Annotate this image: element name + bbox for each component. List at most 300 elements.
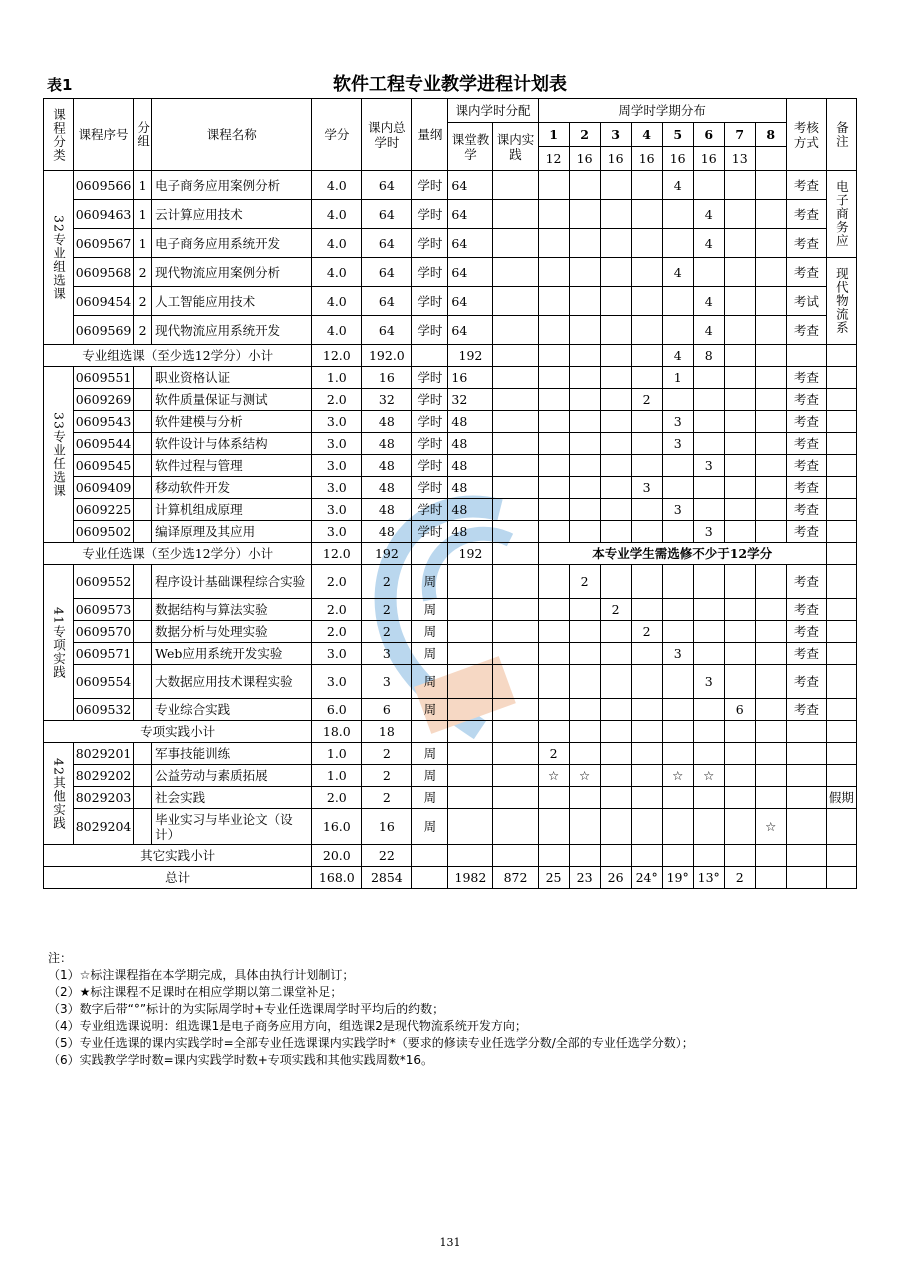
practice-hours: [493, 287, 538, 316]
semester-cell: [538, 287, 569, 316]
subtotal-practice: [493, 543, 538, 565]
table-row: [44, 599, 857, 621]
semester-cell: [569, 787, 600, 809]
semester-weeks: 16: [569, 147, 600, 171]
semester-cell: [600, 565, 631, 599]
total-hours: 16: [362, 367, 412, 389]
semester-cell: [724, 316, 755, 345]
semester-cell: 8: [693, 345, 724, 367]
lecture-hours: 64: [448, 171, 493, 200]
credit: 4.0: [312, 287, 362, 316]
table-row: [44, 171, 857, 200]
note-item: （1）☆标注课程指在本学期完成，具体由执行计划制订；: [48, 968, 355, 982]
semester-cell: ☆: [662, 765, 693, 787]
table-row: [44, 621, 857, 643]
semester-cell: [631, 599, 662, 621]
lecture-hours: 48: [448, 433, 493, 455]
semester-cell: 4: [662, 345, 693, 367]
col-practice: 课内实践: [493, 123, 538, 171]
semester-cell: [631, 411, 662, 433]
col-name: 课程名称: [152, 99, 312, 171]
credit: 4.0: [312, 258, 362, 287]
assessment: 考查: [786, 499, 826, 521]
course-number: 0609569: [74, 316, 134, 345]
semester-cell: [600, 845, 631, 867]
total-hours: 2854: [362, 867, 412, 889]
measure: 学时: [412, 200, 448, 229]
table-row: [44, 743, 857, 765]
course-name: 社会实践: [152, 787, 312, 809]
total-hours: 48: [362, 455, 412, 477]
semester-cell: [631, 316, 662, 345]
semester-cell: [538, 389, 569, 411]
subtotal-lecture: [448, 721, 493, 743]
group-number: [134, 743, 152, 765]
semester-cell: [662, 699, 693, 721]
col-weekly-dist: 周学时学期分布: [538, 99, 786, 123]
semester-cell: [631, 699, 662, 721]
group-number: [134, 599, 152, 621]
semester-cell: [600, 499, 631, 521]
semester-cell: [569, 411, 600, 433]
semester-cell: [538, 367, 569, 389]
semester-cell: [693, 433, 724, 455]
credit: 1.0: [312, 367, 362, 389]
total-hours: 6: [362, 699, 412, 721]
group-number: 1: [134, 171, 152, 200]
note-item: （6）实践教学学时数=课内实践学时数+专项实践和其他实践周数*16。: [48, 1053, 434, 1067]
course-number: 0609571: [74, 643, 134, 665]
semester-cell: [662, 200, 693, 229]
semester-cell: [693, 599, 724, 621]
semester-cell: [600, 367, 631, 389]
total-hours: 2: [362, 743, 412, 765]
semester-cell: [600, 477, 631, 499]
table-row: [44, 765, 857, 787]
group-number: [134, 809, 152, 845]
total-hours: 64: [362, 171, 412, 200]
semester-cell: [755, 721, 786, 743]
total-semester-cell: 24°: [631, 867, 662, 889]
semester-weeks: 12: [538, 147, 569, 171]
remark: [826, 345, 856, 367]
col-total-hours: 课内总学时: [362, 99, 412, 171]
semester-cell: [755, 258, 786, 287]
assessment: 考查: [786, 699, 826, 721]
subtotal-lecture: 192: [448, 345, 493, 367]
semester-cell: [569, 345, 600, 367]
subtotal-label: 其它实践小计: [44, 845, 312, 867]
lecture-hours: [448, 599, 493, 621]
semester-cell: [538, 345, 569, 367]
table-row: [44, 699, 857, 721]
semester-cell: [600, 171, 631, 200]
semester-weeks: 16: [600, 147, 631, 171]
course-name: 人工智能应用技术: [152, 287, 312, 316]
subtotal-credit: 20.0: [312, 845, 362, 867]
semester-cell: [755, 477, 786, 499]
semester-header: 7: [724, 123, 755, 147]
assessment: [786, 743, 826, 765]
semester-cell: [538, 477, 569, 499]
measure: 学时: [412, 287, 448, 316]
semester-cell: [569, 743, 600, 765]
total-hours: 64: [362, 200, 412, 229]
semester-cell: 4: [693, 229, 724, 258]
remark: [826, 521, 856, 543]
assessment: 考查: [786, 229, 826, 258]
lecture-hours: 32: [448, 389, 493, 411]
semester-header: 4: [631, 123, 662, 147]
assessment: 考查: [786, 665, 826, 699]
course-name: 编译原理及其应用: [152, 521, 312, 543]
assessment: 考查: [786, 367, 826, 389]
semester-cell: [538, 665, 569, 699]
semester-cell: [662, 845, 693, 867]
semester-cell: [600, 787, 631, 809]
practice-hours: [493, 765, 538, 787]
remark: [826, 599, 856, 621]
semester-cell: [724, 433, 755, 455]
assessment: [786, 765, 826, 787]
semester-cell: [755, 389, 786, 411]
semester-cell: [755, 765, 786, 787]
semester-cell: [600, 721, 631, 743]
semester-cell: [569, 521, 600, 543]
course-name: 计算机组成原理: [152, 499, 312, 521]
semester-cell: [724, 171, 755, 200]
semester-cell: 4: [693, 200, 724, 229]
practice-hours: [493, 599, 538, 621]
remark: [826, 455, 856, 477]
practice-hours: [493, 316, 538, 345]
remark: [826, 665, 856, 699]
semester-cell: [755, 367, 786, 389]
measure: 学时: [412, 411, 448, 433]
course-number: 0609552: [74, 565, 134, 599]
semester-cell: [662, 455, 693, 477]
lecture-hours: [448, 743, 493, 765]
semester-cell: [569, 229, 600, 258]
semester-cell: 3: [662, 499, 693, 521]
remark: [826, 765, 856, 787]
semester-cell: [662, 743, 693, 765]
assessment: [786, 809, 826, 845]
group-number: [134, 455, 152, 477]
table-row: [44, 433, 857, 455]
notes: [48, 950, 694, 1069]
notes-heading: 注：: [48, 951, 73, 965]
credit: 4.0: [312, 171, 362, 200]
category-cell: 33专业任选课: [44, 367, 74, 543]
semester-cell: [569, 499, 600, 521]
semester-cell: [631, 171, 662, 200]
remark: 假期: [826, 787, 856, 809]
assessment: 考查: [786, 565, 826, 599]
semester-cell: [755, 229, 786, 258]
remark: [826, 643, 856, 665]
semester-cell: [631, 200, 662, 229]
remark: [826, 845, 856, 867]
semester-cell: [569, 367, 600, 389]
subtotal-credit: 18.0: [312, 721, 362, 743]
course-name: 军事技能训练: [152, 743, 312, 765]
course-name: 职业资格认证: [152, 367, 312, 389]
semester-cell: [569, 599, 600, 621]
total-hours: 3: [362, 643, 412, 665]
semester-cell: [724, 845, 755, 867]
col-group: 分组: [134, 99, 152, 171]
practice-hours: [493, 367, 538, 389]
semester-cell: [538, 845, 569, 867]
subtotal-measure: [412, 543, 448, 565]
semester-weeks: 16: [693, 147, 724, 171]
measure: 学时: [412, 229, 448, 258]
note-item: （5）专业任选课的课内实践学时=全部专业任选课课内实践学时*（要求的修读专业任选学分数/全部的专业任选学分数）；: [48, 1036, 694, 1050]
lecture-hours: [448, 565, 493, 599]
measure: 周: [412, 699, 448, 721]
measure: 周: [412, 787, 448, 809]
table-row: [44, 367, 857, 389]
measure: 学时: [412, 258, 448, 287]
semester-cell: 3: [693, 665, 724, 699]
table-label: 表1: [47, 76, 73, 94]
practice-hours: [493, 699, 538, 721]
semester-weeks: [755, 147, 786, 171]
semester-cell: [693, 367, 724, 389]
subtotal-practice: [493, 845, 538, 867]
credit: 4.0: [312, 316, 362, 345]
table-row: [44, 565, 857, 599]
course-name: 现代物流应用案例分析: [152, 258, 312, 287]
semester-cell: [631, 665, 662, 699]
semester-cell: [662, 477, 693, 499]
total-practice: 872: [493, 867, 538, 889]
semester-cell: [755, 565, 786, 599]
total-hours: 2: [362, 565, 412, 599]
assessment: [786, 867, 826, 889]
teaching-plan-table: [43, 98, 857, 889]
col-category: 课程分类: [44, 99, 74, 171]
semester-cell: [569, 621, 600, 643]
table-row: [44, 200, 857, 229]
total-measure: [412, 867, 448, 889]
practice-hours: [493, 787, 538, 809]
subtotal-measure: [412, 345, 448, 367]
credit: 2.0: [312, 389, 362, 411]
table-row: [44, 787, 857, 809]
semester-cell: [569, 287, 600, 316]
semester-cell: [569, 389, 600, 411]
assessment: 考查: [786, 389, 826, 411]
semester-cell: [600, 258, 631, 287]
remark-group-2: 现代物流系: [826, 258, 856, 345]
remark-group-1: 电子商务应: [826, 171, 856, 258]
semester-cell: [724, 521, 755, 543]
practice-hours: [493, 477, 538, 499]
table-row: [44, 316, 857, 345]
assessment: 考查: [786, 316, 826, 345]
course-name: 软件质量保证与测试: [152, 389, 312, 411]
semester-cell: [600, 287, 631, 316]
semester-cell: [755, 521, 786, 543]
semester-cell: [538, 499, 569, 521]
total-hours: 2: [362, 599, 412, 621]
semester-cell: 4: [693, 316, 724, 345]
group-number: [134, 499, 152, 521]
subtotal-lecture: [448, 845, 493, 867]
remark: [826, 621, 856, 643]
semester-cell: [693, 787, 724, 809]
practice-hours: [493, 389, 538, 411]
practice-hours: [493, 229, 538, 258]
total-hours: 3: [362, 665, 412, 699]
semester-cell: [755, 699, 786, 721]
semester-cell: [662, 721, 693, 743]
credit: 3.0: [312, 411, 362, 433]
semester-cell: [538, 200, 569, 229]
semester-cell: [631, 455, 662, 477]
total-hours: 2: [362, 765, 412, 787]
semester-cell: [538, 411, 569, 433]
practice-hours: [493, 521, 538, 543]
total-hours: 48: [362, 411, 412, 433]
total-semester-cell: 23: [569, 867, 600, 889]
credit: 6.0: [312, 699, 362, 721]
lecture-hours: [448, 643, 493, 665]
col-course-no: 课程序号: [74, 99, 134, 171]
table-row: [44, 229, 857, 258]
subtotal-label: 专项实践小计: [44, 721, 312, 743]
semester-cell: [724, 743, 755, 765]
semester-weeks: 16: [631, 147, 662, 171]
group-number: [134, 787, 152, 809]
semester-cell: [755, 455, 786, 477]
semester-cell: [631, 565, 662, 599]
subtotal-measure: [412, 721, 448, 743]
semester-cell: [755, 643, 786, 665]
course-number: 0609551: [74, 367, 134, 389]
subtotal-hours: 22: [362, 845, 412, 867]
measure: 周: [412, 621, 448, 643]
practice-hours: [493, 809, 538, 845]
semester-cell: ☆: [538, 765, 569, 787]
total-hours: 2: [362, 621, 412, 643]
course-number: 0609568: [74, 258, 134, 287]
semester-cell: [724, 258, 755, 287]
remark: [826, 809, 856, 845]
semester-cell: [538, 787, 569, 809]
note-item: （4）专业组选课说明：组选课1是电子商务应用方向，组选课2是现代物流系统开发方向；: [48, 1019, 527, 1033]
semester-cell: [693, 389, 724, 411]
semester-cell: [569, 171, 600, 200]
semester-header: 2: [569, 123, 600, 147]
semester-cell: [538, 258, 569, 287]
practice-hours: [493, 433, 538, 455]
lecture-hours: 48: [448, 411, 493, 433]
semester-cell: 6: [724, 699, 755, 721]
group-number: 1: [134, 200, 152, 229]
semester-header: 1: [538, 123, 569, 147]
subtotal-measure: [412, 845, 448, 867]
course-number: 0609409: [74, 477, 134, 499]
semester-cell: [538, 433, 569, 455]
course-number: 8029204: [74, 809, 134, 845]
semester-cell: [538, 171, 569, 200]
remark: [826, 721, 856, 743]
measure: 学时: [412, 316, 448, 345]
total-hours: 48: [362, 499, 412, 521]
table-row: [44, 809, 857, 845]
semester-cell: ☆: [693, 765, 724, 787]
measure: 学时: [412, 499, 448, 521]
semester-cell: [538, 621, 569, 643]
semester-cell: [631, 521, 662, 543]
semester-cell: [600, 345, 631, 367]
table-row: [44, 287, 857, 316]
table-row: [44, 411, 857, 433]
semester-cell: [724, 665, 755, 699]
total-semester-cell: 19°: [662, 867, 693, 889]
course-name: 现代物流应用系统开发: [152, 316, 312, 345]
assessment: 考查: [786, 171, 826, 200]
semester-cell: [538, 316, 569, 345]
remark: [826, 477, 856, 499]
course-name: 数据结构与算法实验: [152, 599, 312, 621]
col-credit: 学分: [312, 99, 362, 171]
semester-cell: [724, 809, 755, 845]
course-name: 程序设计基础课程综合实验: [152, 565, 312, 599]
lecture-hours: [448, 621, 493, 643]
lecture-hours: [448, 665, 493, 699]
semester-cell: [755, 411, 786, 433]
total-credit: 168.0: [312, 867, 362, 889]
total-hours: 48: [362, 477, 412, 499]
semester-header: 5: [662, 123, 693, 147]
assessment: [786, 345, 826, 367]
semester-cell: [538, 809, 569, 845]
subtotal-practice: [493, 721, 538, 743]
semester-cell: [538, 699, 569, 721]
semester-cell: [755, 171, 786, 200]
semester-cell: [631, 765, 662, 787]
measure: 学时: [412, 389, 448, 411]
semester-cell: [693, 699, 724, 721]
semester-cell: [724, 621, 755, 643]
subtotal-row: [44, 345, 857, 367]
course-number: 0609543: [74, 411, 134, 433]
semester-cell: [662, 287, 693, 316]
col-in-class-dist: 课内学时分配: [448, 99, 538, 123]
lecture-hours: 48: [448, 499, 493, 521]
semester-cell: 3: [693, 521, 724, 543]
semester-cell: [662, 665, 693, 699]
measure: 学时: [412, 171, 448, 200]
semester-cell: [538, 721, 569, 743]
measure: 周: [412, 743, 448, 765]
remark: [826, 867, 856, 889]
semester-cell: [569, 809, 600, 845]
page-number: 131: [439, 1236, 461, 1249]
total-hours: 32: [362, 389, 412, 411]
semester-cell: [755, 499, 786, 521]
subtotal-label: 专业任选课（至少选12学分）小计: [44, 543, 312, 565]
category-cell: 41专项实践: [44, 565, 74, 721]
lecture-hours: 48: [448, 521, 493, 543]
table-row: [44, 258, 857, 287]
semester-cell: 4: [662, 171, 693, 200]
group-number: [134, 665, 152, 699]
